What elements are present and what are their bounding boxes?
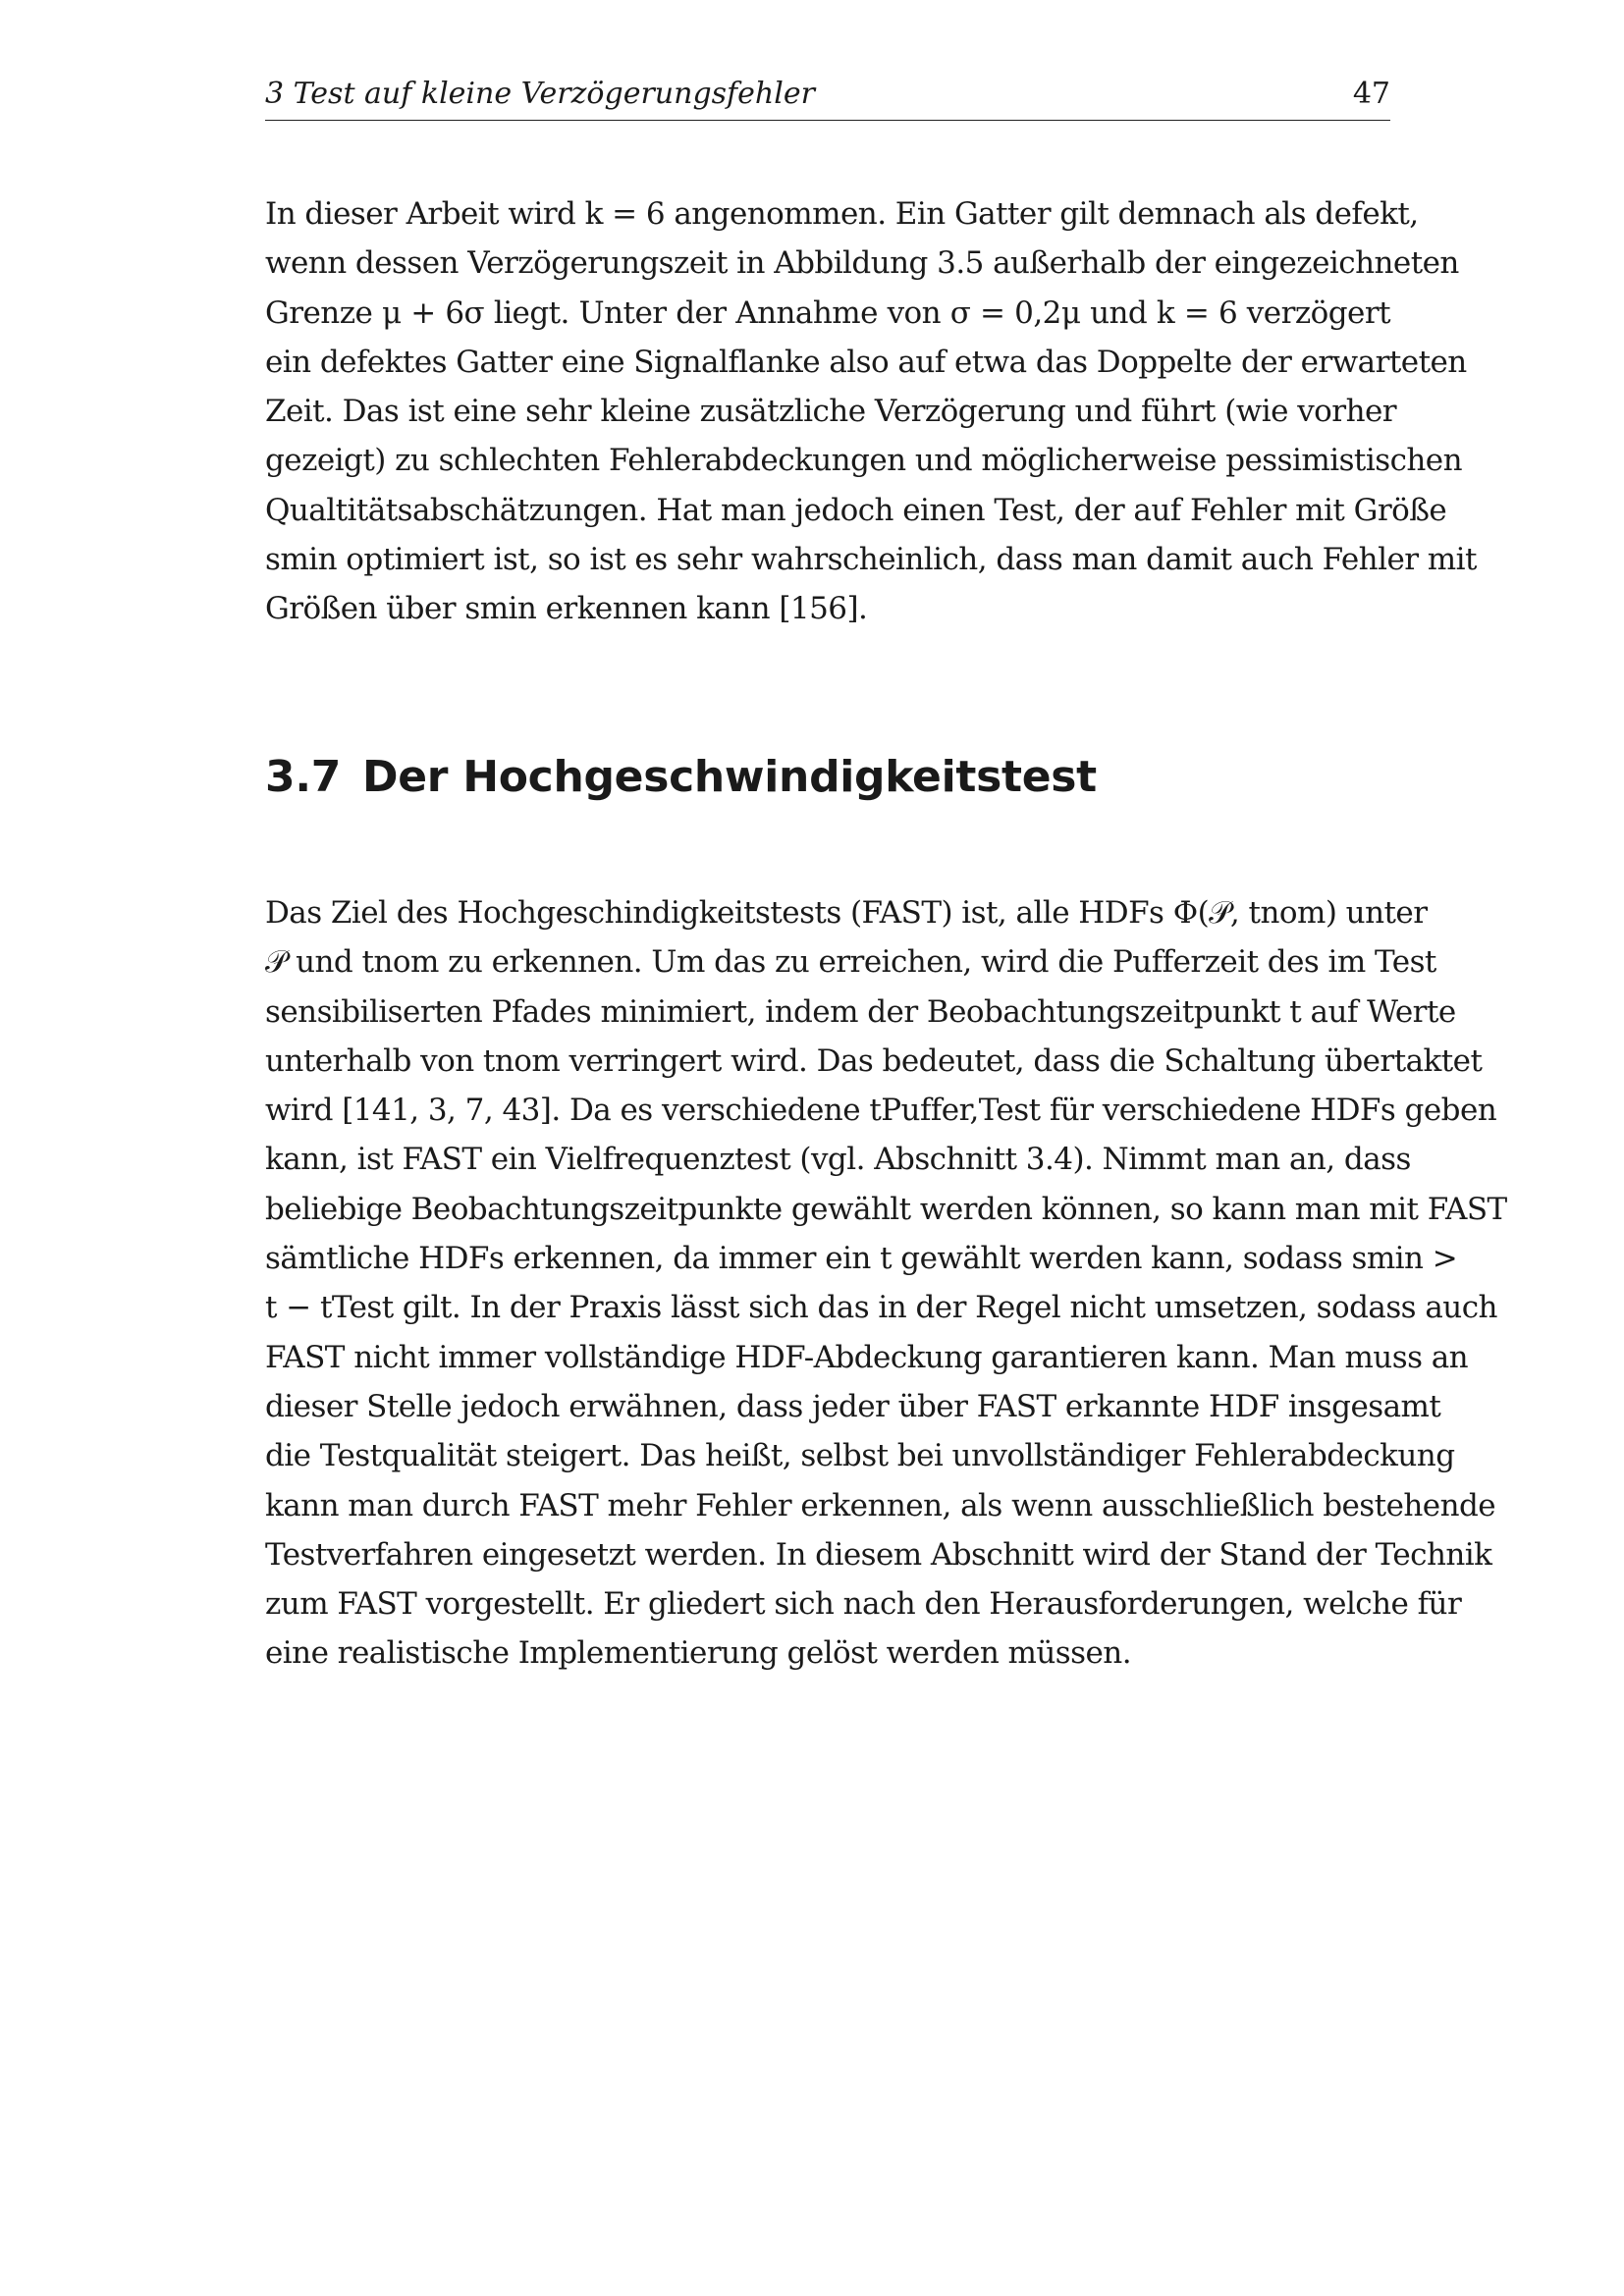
text-line: Das Ziel des Hochgeschindigkeitstests (FAST) ist, alle HDFs Φ(𝒫, tnom) unter [265,895,1428,931]
text-line: beliebige Beobachtungszeitpunkte gewählt werden können, so kann man mit FAST [265,1191,1507,1227]
text-line: Qualtitätsabschätzungen. Hat man jedoch einen Test, der auf Fehler mit Größe [265,492,1447,528]
text-line: wird [141, 3, 7, 43]. Da es verschiedene tPuffer,Test für verschiedene HDFs geben [265,1093,1497,1129]
running-head-chapter: 3 Test auf kleine Verzögerungsfehler [265,77,815,111]
text-line: kann man durch FAST mehr Fehler erkennen, als wenn ausschließlich bestehende [265,1487,1496,1523]
section-number: 3.7 [265,752,342,802]
text-line: Grenze μ + 6σ liegt. Unter der Annahme von σ = 0,2μ und k = 6 verzögert [265,294,1390,331]
text-line: ein defektes Gatter eine Signalflanke also auf etwa das Doppelte der erwarteten [265,344,1467,380]
page-number: 47 [1352,77,1390,111]
text-line: sensibiliserten Pfades minimiert, indem der Beobachtungszeitpunkt t auf Werte [265,993,1456,1030]
text-line: unterhalb von tnom verringert wird. Das bedeutet, dass die Schaltung übertaktet [265,1042,1483,1079]
text-line: gezeigt) zu schlechten Fehlerabdeckungen und möglicherweise pessimistischen [265,443,1463,479]
text-line: kann, ist FAST ein Vielfrequenztest (vgl. Abschnitt 3.4). Nimmt man an, dass [265,1142,1411,1178]
text-line: wenn dessen Verzögerungszeit in Abbildung 3.5 außerhalb der eingezeichneten [265,245,1459,282]
text-line: eine realistische Implementierung gelöst werden müssen. [265,1635,1132,1672]
paragraph-intro [265,189,1477,634]
text-line: In dieser Arbeit wird k = 6 angenommen. Ein Gatter gilt demnach als defekt, [265,196,1419,232]
text-line: smin optimiert ist, so ist es sehr wahrscheinlich, dass man damit auch Fehler mit [265,542,1477,578]
text-line: die Testqualität steigert. Das heißt, selbst bei unvollständiger Fehlerabdeckung [265,1438,1455,1474]
text-line: zum FAST vorgestellt. Er gliedert sich nach den Herausforderungen, welche für [265,1586,1462,1623]
section-heading [265,748,1097,807]
text-line: t − tTest gilt. In der Praxis lässt sich das in der Regel nicht umsetzen, sodass auch [265,1290,1497,1326]
text-line: dieser Stelle jedoch erwähnen, dass jeder über FAST erkannte HDF insgesamt [265,1388,1441,1424]
text-line: Testverfahren eingesetzt werden. In diesem Abschnitt wird der Stand der Technik [265,1536,1492,1573]
text-line: FAST nicht immer vollständige HDF-Abdeckung garantieren kann. Man muss an [265,1339,1469,1375]
text-line: 𝒫 und tnom zu erkennen. Um das zu erreichen, wird die Pufferzeit des im Test [265,944,1436,981]
text-line: Größen über smin erkennen kann [156]. [265,591,868,627]
text-line: sämtliche HDFs erkennen, da immer ein t gewählt werden kann, sodass smin > [265,1241,1458,1277]
running-head [265,69,1390,121]
paragraph-fast [265,888,1507,1679]
text-line: Zeit. Das ist eine sehr kleine zusätzliche Verzögerung und führt (wie vorher [265,394,1397,430]
section-title: Der Hochgeschwindigkeitstest [362,752,1097,802]
